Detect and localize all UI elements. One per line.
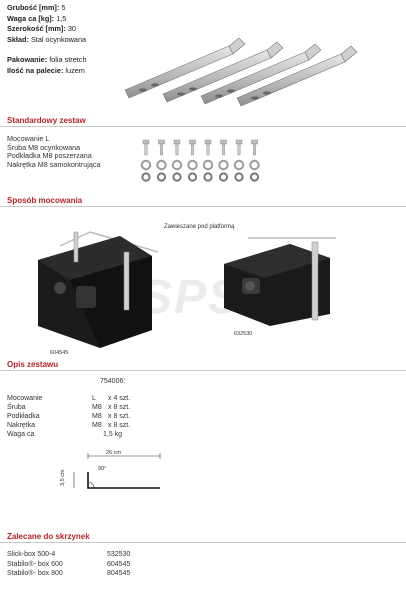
washer-icon [142,161,150,169]
kit-code: 754006: [100,378,126,385]
bolt-icon [190,140,196,155]
bolt-icon [143,140,149,155]
kit-row-type: M8 [92,413,102,420]
nut-icon [142,173,149,180]
box2-code: 632530 [234,331,253,337]
spec-width: Szerokość [mm]: 30 [7,24,76,34]
standard-set-title: Standardowy zestaw [7,116,86,125]
spec-thickness: Grubość [mm]: 5 [7,3,66,12]
recommended-row-name: Stabilo®- box 600 [7,560,63,568]
list-item: Nakrętka M8 samokontrująca [7,160,101,170]
spec-list [7,3,87,77]
list-item: Mocowanie L [7,134,50,143]
bolts-nuts-washers-image [140,138,270,184]
kit-row-name: Podkładka [7,413,40,420]
kit-row-qty: x 8 szt. [108,413,131,420]
bracket-profile [88,472,160,488]
kit-row-name: Śruba [7,404,26,411]
nut-icon [189,173,196,180]
kit-row-type: M8 [92,404,102,411]
nut-icon [173,173,180,180]
mounting-title: Sposób mocowania [7,196,83,205]
kit-row-qty: x 8 szt. [108,422,131,429]
spec-pallet: Ilość na palecie: luzem [7,65,85,75]
bolt-icon [221,140,227,155]
spec-packaging: Pakowanie: folia stretch [7,55,87,65]
standard-set-list [7,135,100,170]
washer-icon [204,161,212,169]
lock-icon [245,281,255,291]
recommended-row-code: 532530 [107,551,131,558]
kit-weight-value: 1,5 kg [103,431,123,438]
kit-row-qty: x 4 szt. [108,395,131,402]
recommended-row-code: 604545 [107,560,131,568]
recommended-row-code: 804545 [107,570,131,577]
l-brackets-image [125,38,365,110]
recommended-row-name: Stabilo®- box 800 [7,570,63,577]
kit-weight-label: Waga ca [7,431,35,438]
kit-row-name: Mocowanie [7,395,43,402]
nut-icon [158,173,165,180]
spec-weight: Waga ca [kg]: 1,5 [7,13,67,23]
nut-icon [204,173,211,180]
kit-row-name: Nakrętka [7,422,36,429]
washer-icon [188,161,196,169]
bolt-icon [205,140,211,155]
recommended-row-name: Slick-box 500-4 [7,551,56,558]
washer-icon [219,161,227,169]
washer-icon [173,161,181,169]
lock-icon [54,282,66,294]
washer-icon [235,161,243,169]
spec-material: Skład: Stal ocynkowana [7,34,87,44]
kit-title: Opis zestawu [7,360,59,369]
divider [0,126,406,127]
nut-icon [220,173,227,180]
kit-row-type: M8 [92,422,102,429]
drawing-height-label: 3,5 cm [60,469,66,486]
divider [0,206,406,207]
divider [0,370,406,371]
box1-code: 604545 [50,350,69,356]
kit-row-qty: x 8 szt. [108,404,131,411]
divider [0,542,406,543]
mounting-callout: Zawieszane pod platformą [164,224,235,230]
nut-icon [235,173,242,180]
toolbox-632530-image [220,234,340,330]
drawing-width-label: 26 cm [106,450,121,456]
washer-icon [250,161,258,169]
bolt-icon [236,140,242,155]
nut-icon [251,173,258,180]
bolts-row [142,140,259,181]
toolbox-604545-image [30,226,162,350]
washer-icon [157,161,165,169]
list-item: Podkładka M8 poszerzana [7,151,92,161]
kit-row-type: L [92,395,96,402]
bolt-icon [174,140,180,155]
list-item: Śruba M8 ocynkowana [7,142,81,152]
recommended-title: Zalecane do skrzynek [7,532,90,541]
bolt-icon [159,140,165,155]
bolt-icon [252,140,258,155]
drawing-angle-label: 90° [98,466,107,472]
